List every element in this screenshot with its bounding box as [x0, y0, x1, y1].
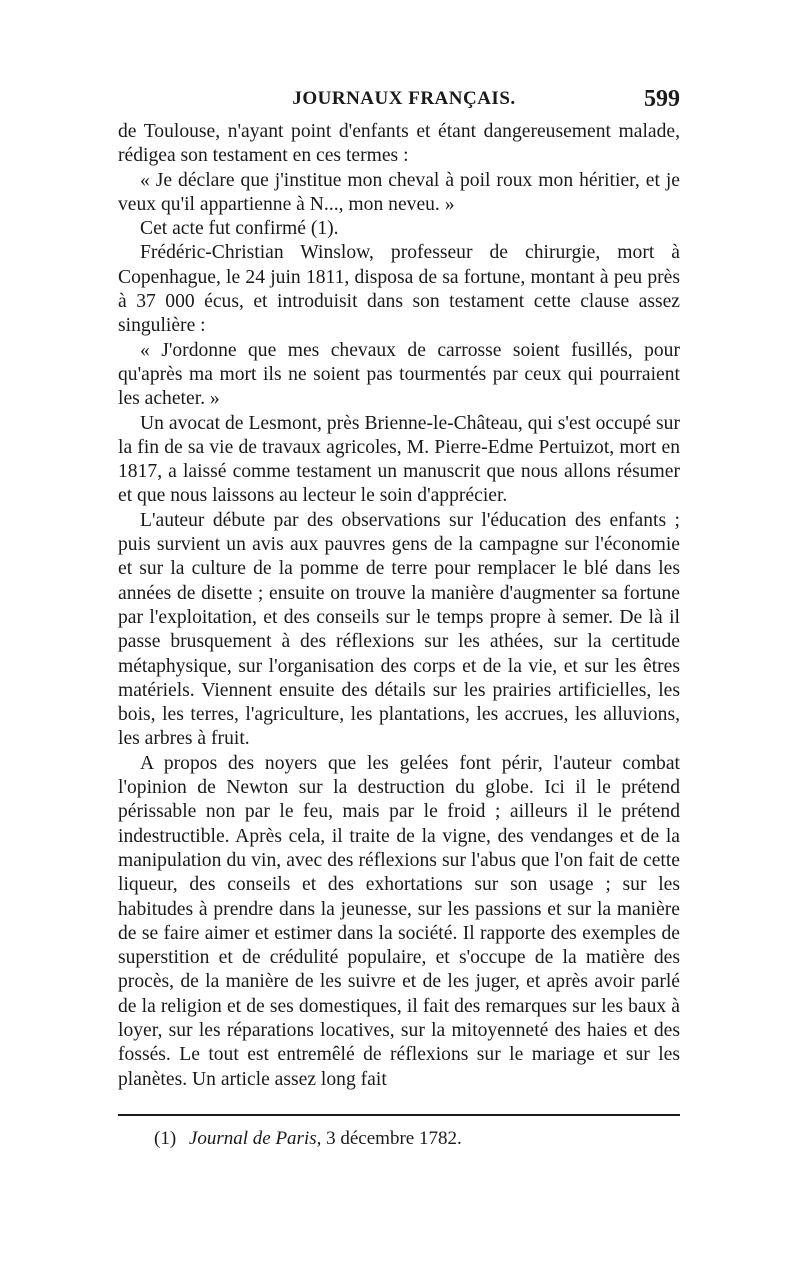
page-number: 599 — [644, 86, 680, 112]
paragraph: de Toulouse, n'ayant point d'enfants et étant dangereusement malade, rédigea son testament en ces termes : — [118, 121, 680, 167]
page-header — [118, 88, 680, 116]
body-text — [118, 120, 680, 1092]
footnote — [118, 1128, 680, 1150]
book-page — [118, 88, 680, 1150]
footnote-divider — [118, 1114, 680, 1116]
paragraph: « J'ordonne que mes chevaux de carrosse soient fusillés, pour qu'après ma mort ils ne soient pas tourmentés par ceux qui pourraient les acheter. » — [118, 339, 680, 410]
running-title: JOURNAUX FRANÇAIS. — [292, 88, 516, 109]
footnote-mark: (1) — [154, 1127, 177, 1149]
paragraph: « Je déclare que j'institue mon cheval à poil roux mon héritier, et je veux qu'il appartienne à N..., mon neveu. » — [118, 169, 680, 215]
paragraph: L'auteur débute par des observations sur l'éducation des enfants ; puis survient un avis aux pauvres gens de la campagne sur l'économie et sur la culture de la pomme de terre pour remplacer le blé dans les années de disette ; ensuite on trouve la manière d'augmenter sa fortune par l'exploitation, et des conseils sur le temps propre à semer. De là il passe brusquement à des réflexions sur les athées, sur la certitude métaphysique, sur l'organisation des corps et de la vie, et sur les êtres matériels. Viennent ensuite des détails sur les prairies artificielles, les bois, les terres, l'agriculture, les plantations, les accrues, les alluvions, les arbres à fruit. — [118, 509, 680, 750]
paragraph: Cet acte fut confirmé (1). — [140, 218, 339, 240]
paragraph: A propos des noyers que les gelées font périr, l'auteur combat l'opinion de Newton sur la destruction du globe. Ici il le prétend périssable non par le feu, mais par le froid ; ailleurs il le prétend indestructible. Après cela, il traite de la vigne, des vendanges et de la manipulation du vin, avec des réflexions sur l'abus que l'on fait de cette liqueur, des conseils et des exhortations sur son usage ; sur les habitudes à prendre dans la jeunesse, sur les passions et sur la manière de se faire aimer et estimer dans la société. Il rapporte des exemples de superstition et de crédulité populaire, et s'occupe de la matière des procès, de la manière de les suivre et de les juger, et après avoir parlé de la religion et de ses domestiques, il fait des remarques sur les baux à loyer, sur les réparations locatives, sur la mitoyenneté des haies et des fossés. Le tout est entremêlé de réflexions sur le mariage et sur les planètes. Un article assez long fait — [118, 752, 680, 1090]
paragraph: Un avocat de Lesmont, près Brienne-le-Château, qui s'est occupé sur la fin de sa vie de travaux agricoles, M. Pierre-Edme Pertuizot, mort en 1817, a laissé comme testament un manuscrit que nous allons résumer et que nous laissons au lecteur le soin d'apprécier. — [118, 412, 680, 507]
footnote-source: Journal de Paris, — [188, 1127, 322, 1149]
footnote-date: 3 décembre 1782. — [326, 1127, 462, 1149]
paragraph: Frédéric-Christian Winslow, professeur de chirurgie, mort à Copenhague, le 24 juin 1811, disposa de sa fortune, montant à peu près à 37 000 écus, et introduisit dans son testament cette clause assez singulière : — [118, 242, 680, 337]
